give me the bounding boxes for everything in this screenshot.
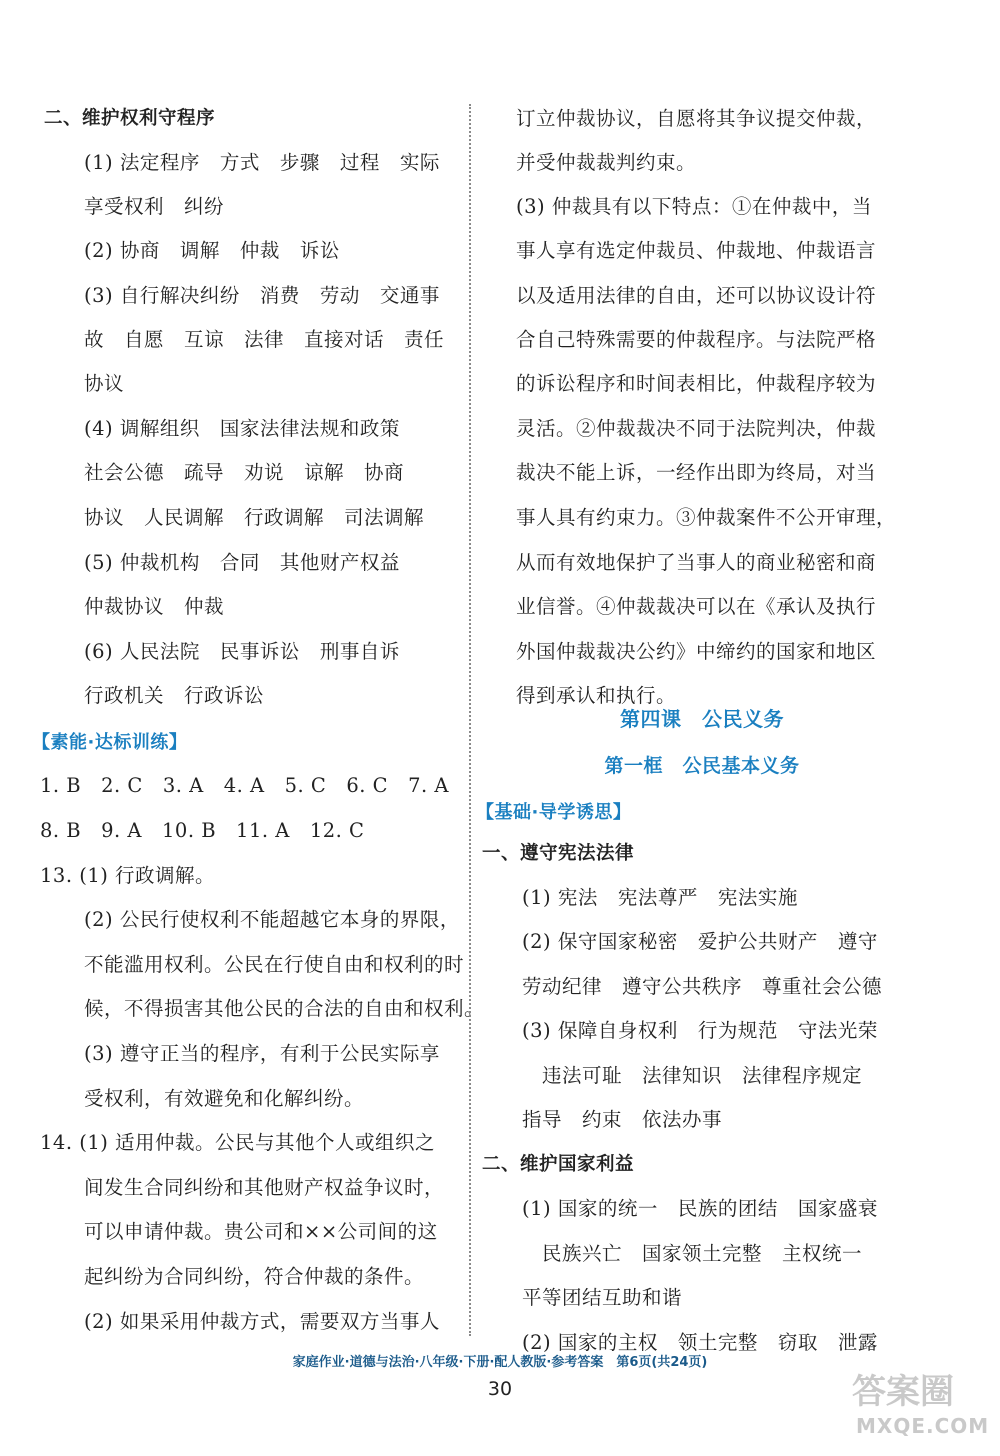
text-line: 候，不得损害其他公民的合法的自由和权利。 — [84, 997, 485, 1020]
footer-text: 家庭作业·道德与法治·八年级·下册·配人教版·参考答案 第6页(共24页) — [292, 1355, 708, 1370]
text-line: (1) 法定程序 方式 步骤 过程 实际 — [84, 151, 440, 174]
text-line: 社会公德 疏导 劝说 谅解 协商 — [84, 461, 405, 484]
text-line: (6) 人民法院 民事诉讼 刑事自诉 — [84, 640, 400, 663]
text-line: (3) 保障自身权利 行为规范 守法光荣 — [522, 1019, 878, 1042]
text-line: (4) 调解组织 国家法律法规和政策 — [84, 417, 400, 440]
text-line: (2) 如果采用仲裁方式，需要双方当事人 — [84, 1310, 440, 1333]
text-line: 不能滥用权利。公民在行使自由和权利的时 — [84, 953, 465, 976]
text-line: 起纠纷为合同纠纷，符合仲裁的条件。 — [84, 1265, 425, 1288]
text-line: 业信誉。④仲裁裁决可以在《承认及执行 — [516, 595, 877, 618]
text-line: 享受权利 纠纷 — [84, 195, 225, 218]
text-line: 合自己特殊需要的仲裁程序。与法院严格 — [516, 328, 877, 351]
answer-line: 13. (1) 行政调解。 — [40, 864, 216, 887]
text-line: (5) 仲裁机构 合同 其他财产权益 — [84, 551, 400, 574]
text-line: (2) 国家的主权 领土完整 窃取 泄露 — [522, 1331, 878, 1354]
text-line: 指导 约束 依法办事 — [522, 1108, 723, 1131]
text-line: (3) 遵守正当的程序，有利于公民实际享 — [84, 1042, 440, 1065]
text-line: 裁决不能上诉，一经作出即为终局，对当 — [516, 461, 877, 484]
page-number: 30 — [487, 1378, 513, 1400]
text-line: (2) 协商 调解 仲裁 诉讼 — [84, 239, 340, 262]
section-heading: 一、遵守宪法法律 — [482, 843, 635, 864]
lesson-subtitle: 第一框 公民基本义务 — [604, 755, 800, 777]
text-line: 仲裁协议 仲裁 — [84, 595, 225, 618]
answer-line: 14. (1) 适用仲裁。公民与其他个人或组织之 — [40, 1131, 436, 1154]
text-line: 协议 — [84, 372, 125, 395]
text-line: 故 自愿 互谅 法律 直接对话 责任 — [84, 328, 445, 351]
text-line: 外国仲裁裁决公约》中缔约的国家和地区 — [516, 640, 877, 663]
text-line: 灵活。②仲裁裁决不同于法院判决，仲裁 — [516, 417, 877, 440]
text-line: 并受仲裁裁判约束。 — [516, 151, 697, 174]
text-line: 事人享有选定仲裁员、仲裁地、仲裁语言 — [516, 239, 877, 262]
section-banner: 【基础·导学诱思】 — [476, 802, 632, 823]
watermark-url: MXQE.COM — [856, 1414, 990, 1438]
text-line: (3) 自行解决纠纷 消费 劳动 交通事 — [84, 284, 440, 307]
text-line: 间发生合同纠纷和其他财产权益争议时， — [84, 1176, 445, 1199]
section-banner: 【素能·达标训练】 — [32, 732, 188, 753]
watermark-text: 答案圈 — [852, 1372, 954, 1412]
answer-line: 1. B 2. C 3. A 4. A 5. C 6. C 7. A — [40, 774, 449, 797]
text-line: 协议 人民调解 行政调解 司法调解 — [84, 506, 425, 529]
section-heading: 二、维护国家利益 — [482, 1154, 635, 1175]
text-line: (2) 公民行使权利不能超越它本身的界限， — [84, 908, 460, 931]
text-line: (1) 国家的统一 民族的团结 国家盛衰 — [522, 1197, 878, 1220]
text-line: (3) 仲裁具有以下特点：①在仲裁中，当 — [516, 195, 872, 218]
text-line: 从而有效地保护了当事人的商业秘密和商 — [516, 551, 877, 574]
text-line: 受权利，有效避免和化解纠纷。 — [84, 1087, 365, 1110]
text-line: 平等团结互助和谐 — [522, 1286, 683, 1309]
text-line: 违法可耻 法律知识 法律程序规定 — [542, 1064, 863, 1087]
column-divider — [469, 104, 471, 1336]
text-line: 事人具有约束力。③仲裁案件不公开审理， — [516, 506, 897, 529]
watermark-logo — [842, 1364, 992, 1450]
text-line: (1) 宪法 宪法尊严 宪法实施 — [522, 886, 798, 909]
section-heading: 二、维护权利守程序 — [44, 108, 216, 129]
answer-line: 8. B 9. A 10. B 11. A 12. C — [40, 819, 365, 842]
text-line: 订立仲裁协议，自愿将其争议提交仲裁， — [516, 107, 877, 130]
text-line: 的诉讼程序和时间表相比，仲裁程序较为 — [516, 372, 877, 395]
text-line: 劳动纪律 遵守公共秩序 尊重社会公德 — [522, 975, 883, 998]
text-line: 可以申请仲裁。贵公司和××公司间的这 — [84, 1220, 438, 1243]
text-line: 行政机关 行政诉讼 — [84, 684, 265, 707]
lesson-title: 第四课 公民义务 — [620, 707, 784, 731]
text-line: 以及适用法律的自由，还可以协议设计符 — [516, 284, 877, 307]
text-line: 民族兴亡 国家领土完整 主权统一 — [542, 1242, 863, 1265]
text-line: 得到承认和执行。 — [516, 684, 677, 707]
text-line: (2) 保守国家秘密 爱护公共财产 遵守 — [522, 930, 878, 953]
